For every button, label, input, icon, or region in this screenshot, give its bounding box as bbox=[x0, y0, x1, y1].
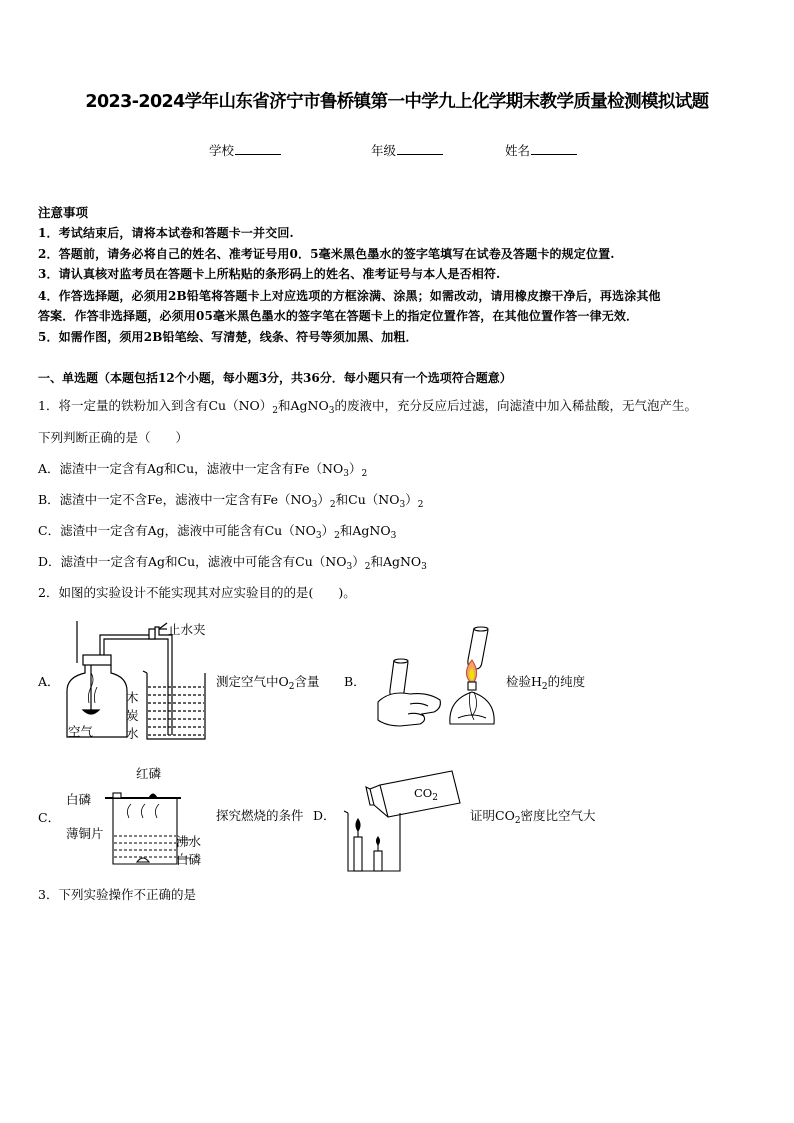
co2-density-apparatus bbox=[340, 765, 465, 875]
notice-item: 1．考试结束后，请将本试卷和答题卡一并交回. bbox=[38, 226, 294, 240]
label-air: 空气 bbox=[68, 724, 94, 739]
name-label: 姓名 bbox=[505, 143, 531, 158]
notice-item: 4．作答选择题，必须用2B铅笔将答题卡上对应选项的方框涂满、涂黑；如需改动，请用橡皮擦干净后，再选涂其他 bbox=[38, 289, 661, 303]
question-2-option-d-letter: D． bbox=[313, 808, 336, 823]
grade-field bbox=[371, 141, 443, 159]
label-co2-bottle: $CO_2$ bbox=[414, 786, 438, 803]
label-boiling-water: 沸水 bbox=[176, 834, 202, 849]
exam-title: 2023-2024学年山东省济宁市鲁桥镇第一中学九上化学期末教学质量检测模拟试题 bbox=[85, 92, 709, 112]
label-white-phosphorus-top: 白磷 bbox=[66, 792, 92, 807]
question-2-option-a-letter: A． bbox=[38, 674, 60, 689]
name-blank bbox=[531, 142, 577, 155]
question-1-stem: 1．将一定量的铁粉加入到含有$Cu(NO)_2$和AgNO$_3$的废液中，充分反应后过滤，向滤渣中加入稀盐酸，无气泡产生。 bbox=[38, 398, 697, 416]
question-3-stem: 3．下列实验操作不正确的是 bbox=[38, 887, 196, 902]
label-copper-plate: 薄铜片 bbox=[66, 826, 104, 841]
question-1-option-b: B．滤渣中一定不含Fe，滤液中一定含有$Fe(NO_3)_2$和$Cu(NO_3)_2$ bbox=[38, 492, 424, 510]
school-field bbox=[209, 141, 281, 159]
notice-item: 2．答题前，请务必将自己的姓名、准考证号用0．5毫米黑色墨水的签字笔填写在试卷及答题卡的规定位置. bbox=[38, 247, 615, 261]
question-1-stem-2: 下列判断正确的是（ ） bbox=[38, 430, 189, 445]
label-clamp: 止水夹 bbox=[168, 622, 206, 637]
hydrogen-purity-test bbox=[370, 620, 500, 745]
notice-item: 5．如需作图，须用2B铅笔绘、写清楚，线条、符号等须加黑、加粗． bbox=[38, 330, 418, 344]
question-1-option-a: A．滤渣中一定含有Ag和Cu，滤液中一定含有$Fe(NO_3)_2$ bbox=[38, 461, 368, 479]
school-blank bbox=[235, 142, 281, 155]
notice-heading: 注意事项 bbox=[38, 205, 89, 220]
grade-blank bbox=[397, 142, 443, 155]
label-white-phosphorus-bottom: 白磷 bbox=[176, 852, 202, 867]
question-2-option-b-letter: B． bbox=[344, 674, 366, 689]
label-wood: 木 bbox=[126, 690, 139, 705]
school-label: 学校 bbox=[209, 143, 235, 158]
question-2-option-b-desc: 检验$H_2$的纯度 bbox=[506, 674, 586, 692]
question-1-option-c: C．滤渣中一定含有Ag，滤液中可能含有$Cu(NO_3)_2$和AgNO$_3$ bbox=[38, 523, 397, 541]
question-1-option-d: D．滤渣中一定含有Ag和Cu，滤液中可能含有$Cu(NO_3)_2$和AgNO$_3$ bbox=[38, 554, 427, 572]
question-2-option-d-desc: 证明$CO_2$密度比空气大 bbox=[470, 808, 596, 826]
notice-item: 3．请认真核对监考员在答题卡上所粘贴的条形码上的姓名、准考证号与本人是否相符. bbox=[38, 267, 501, 281]
question-2-option-a-desc: 测定空气中$O_2$含量 bbox=[216, 674, 320, 692]
grade-label: 年级 bbox=[371, 143, 397, 158]
question-2-option-c-desc: 探究燃烧的条件 bbox=[216, 808, 304, 823]
name-field bbox=[505, 141, 577, 159]
notice-item: 答案．作答非选择题，必须用05毫米黑色墨水的签字笔在答题卡上的指定位置作答，在其他位置作答一律无效． bbox=[38, 309, 639, 323]
question-2-option-c-letter: C． bbox=[38, 810, 61, 825]
label-water: 水 bbox=[126, 726, 139, 741]
label-red-phosphorus: 红磷 bbox=[136, 766, 162, 781]
section-heading: 一、单选题（本题包括12个小题，每小题3分，共36分．每小题只有一个选项符合题意） bbox=[38, 371, 512, 385]
label-charcoal: 炭 bbox=[126, 708, 139, 723]
question-2-stem: 2．如图的实验设计不能实现其对应实验目的的是( )。 bbox=[38, 585, 356, 600]
